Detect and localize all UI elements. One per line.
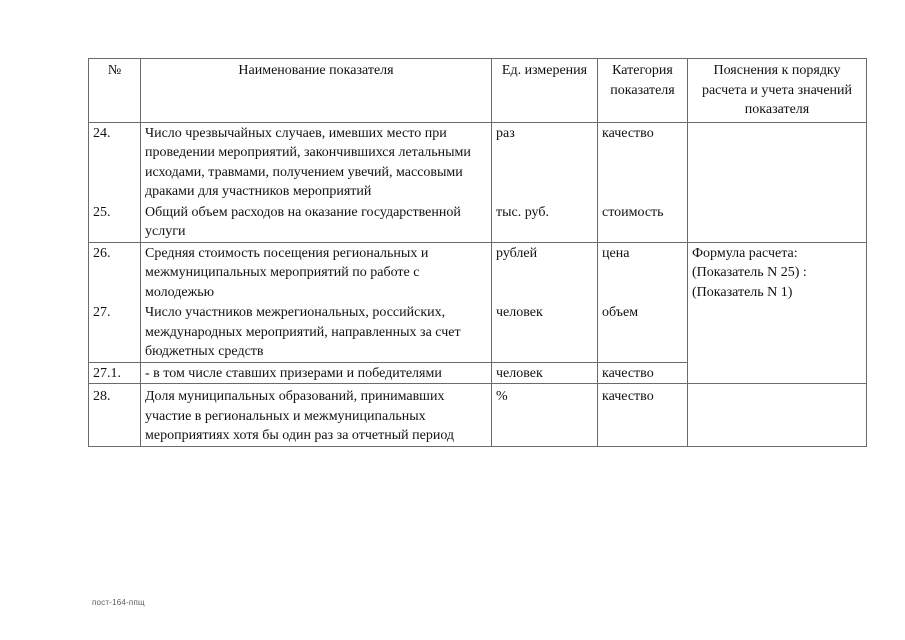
header-notes: Пояснения к порядку расчета и учета значений показателя <box>688 59 867 123</box>
row-number: 27.1. <box>89 362 141 384</box>
row-name: Общий объем расходов на оказание государственной услуги <box>141 202 492 243</box>
row-name: Средняя стоимость посещения региональных и межмуниципальных мероприятий по работе с молодежью <box>141 242 492 302</box>
table-row <box>89 122 867 202</box>
row-notes: Формула расчета: (Показатель N 25) : (Показатель N 1) <box>688 242 867 362</box>
header-unit: Ед. измерения <box>492 59 598 123</box>
row-number: 25. <box>89 202 141 243</box>
row-number: 26. <box>89 242 141 302</box>
row-unit: человек <box>492 302 598 362</box>
row-number: 28. <box>89 384 141 447</box>
row-number: 24. <box>89 122 141 202</box>
row-category: качество <box>598 362 688 384</box>
row-number: 27. <box>89 302 141 362</box>
row-notes <box>688 362 867 384</box>
table-row <box>89 384 867 447</box>
row-name: Доля муниципальных образований, принимавших участие в региональных и межмуниципальных мероприятиях хотя бы один раз за отчетный период <box>141 384 492 447</box>
row-category: объем <box>598 302 688 362</box>
row-name: Число чрезвычайных случаев, имевших место при проведении мероприятий, закончившихся летальными исходами, травмами, получением увечий, массовыми драками для участников мероприятий <box>141 122 492 202</box>
table-row <box>89 202 867 243</box>
row-notes <box>688 384 867 447</box>
row-unit: раз <box>492 122 598 202</box>
file-mark: пост-164-ппщ <box>92 598 145 607</box>
row-notes <box>688 202 867 243</box>
table-header-row <box>89 59 867 123</box>
row-notes <box>688 122 867 202</box>
table-row <box>89 362 867 384</box>
header-number: № <box>89 59 141 123</box>
header-name: Наименование показателя <box>141 59 492 123</box>
row-name: Число участников межрегиональных, российских, международных мероприятий, направленных за счет бюджетных средств <box>141 302 492 362</box>
row-unit: тыс. руб. <box>492 202 598 243</box>
header-category: Категория показателя <box>598 59 688 123</box>
row-category: качество <box>598 384 688 447</box>
row-unit: % <box>492 384 598 447</box>
indicators-table <box>88 58 867 447</box>
row-category: стоимость <box>598 202 688 243</box>
table-row <box>89 242 867 302</box>
row-unit: человек <box>492 362 598 384</box>
row-unit: рублей <box>492 242 598 302</box>
row-category: цена <box>598 242 688 302</box>
row-name: - в том числе ставших призерами и победителями <box>141 362 492 384</box>
row-category: качество <box>598 122 688 202</box>
